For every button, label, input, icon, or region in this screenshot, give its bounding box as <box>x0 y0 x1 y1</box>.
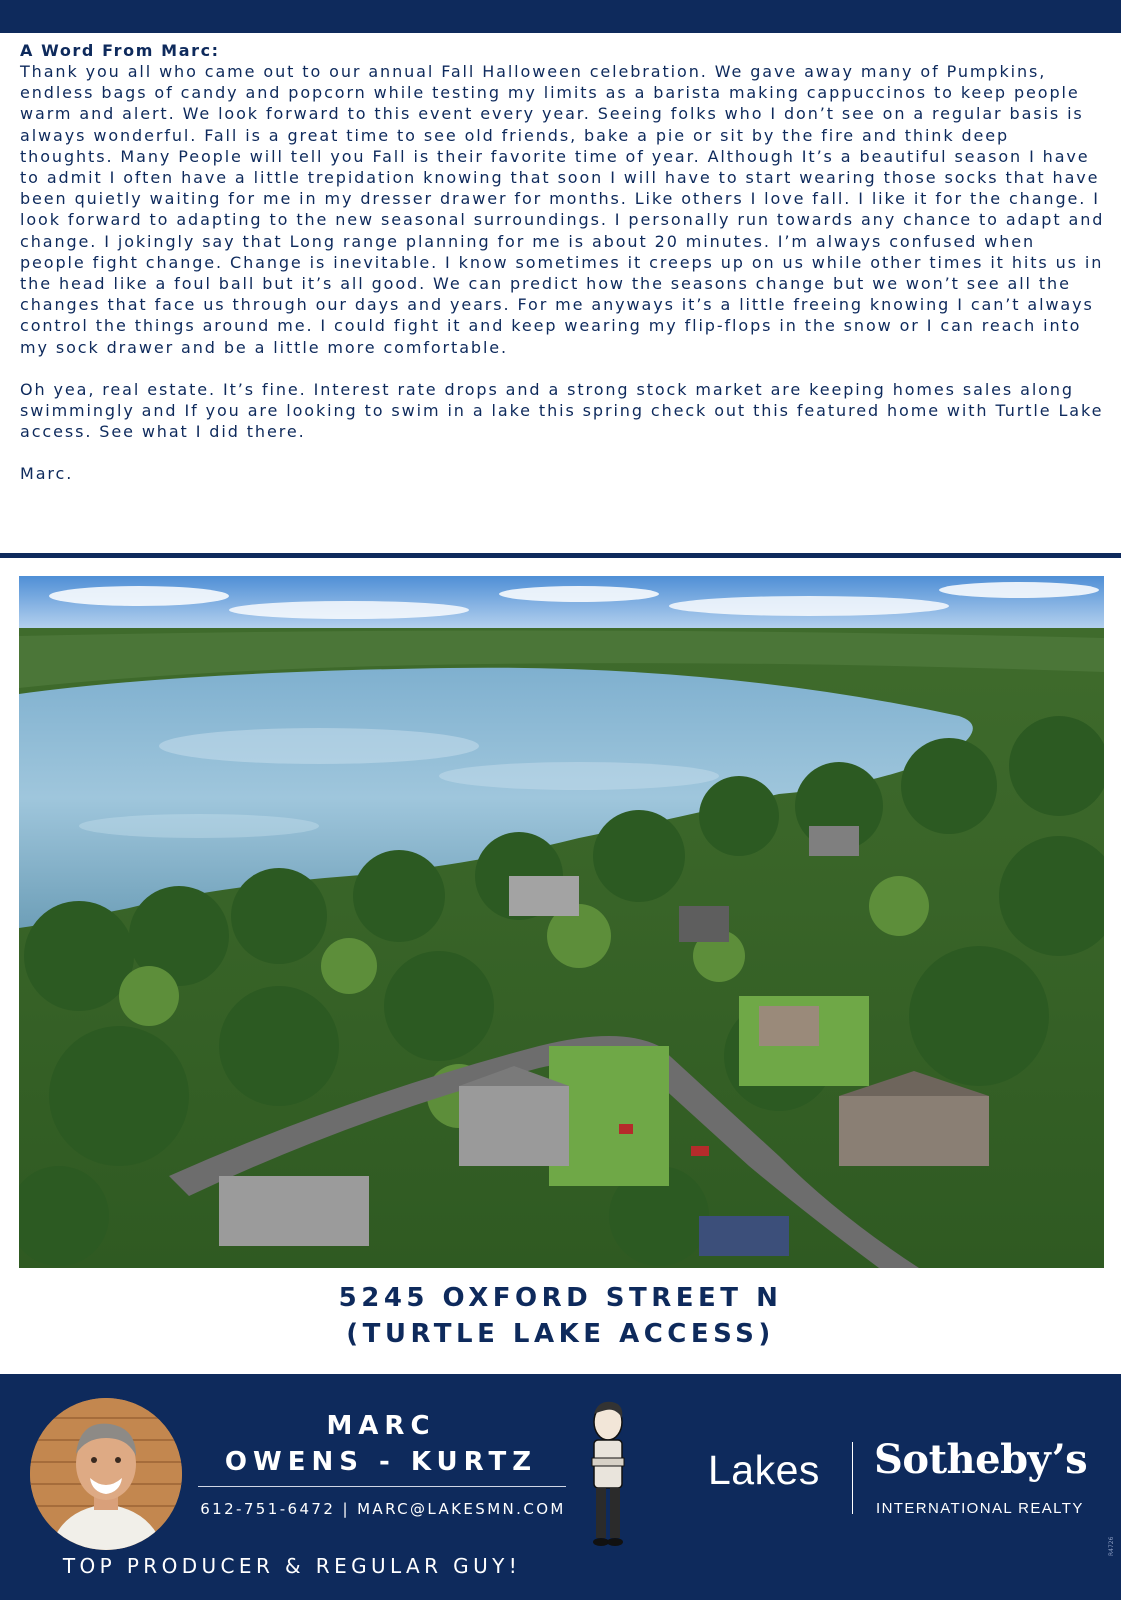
print-code: R4726 <box>1108 1536 1115 1556</box>
agent-footer <box>0 1374 1121 1600</box>
listing-address <box>0 1280 1121 1352</box>
agent-headshot <box>30 1398 182 1550</box>
letter-signature: Marc. <box>20 464 74 484</box>
letter-paragraph-1: Thank you all who came out to our annual Fall Halloween celebration. We gave away many of Pumpkins, endless bags of candy and popcorn while testing my limits as a barista making cappuccinos to keep people warm and alert. We look forward to this event every year. Seeing folks who I don’t see on a regular basis is always wonderful. Fall is a great time to see old friends, bake a pie or sit by the fire and think deep thoughts. Many People will tell you Fall is their favorite time of year. Although It’s a beautiful season I have to admit I often have a little trepidation knowing that soon I will have to start wearing those socks that have been quietly waiting for me in my dresser drawer for months. Like others I love fall. I like it for the change. I look forward to adapting to the new seasonal surroundings. I personally run towards any chance to adapt and change. I jokingly say that Long range planning for me is about 20 minutes. I’m always confused when people fight change. Change is inevitable. I know sometimes it creeps up on us while other times it hits us in the head like a foul ball but it’s all good. We can predict how the seasons change but we won’t see all the changes that face us through our days and years. For me anyways it’s a little freeing knowing I can’t always control the things around me. I could fight it and keep wearing my flip-flops in the snow or I can reach into my sock drawer and be a little more comfortable. <box>20 62 1105 357</box>
section-divider <box>0 553 1121 558</box>
agent-name <box>196 1408 566 1480</box>
aerial-lake-photo <box>19 576 1104 1268</box>
agent-contact[interactable]: 612-751-6472 | MARC@LAKESMN.COM <box>200 1500 566 1518</box>
letter-heading: A Word From Marc: <box>20 41 220 60</box>
letter-section <box>20 40 1105 506</box>
brand-subtitle: INTERNATIONAL REALTY <box>876 1500 1084 1517</box>
brand-sothebys: Sotheby’s <box>874 1436 1088 1483</box>
name-underline <box>198 1486 566 1487</box>
address-line-2: (TURTLE LAKE ACCESS) <box>346 1319 775 1349</box>
agent-tagline: TOP PRODUCER & REGULAR GUY! <box>62 1554 522 1578</box>
brand-separator <box>852 1442 853 1514</box>
top-banner <box>0 0 1121 33</box>
letter-paragraph-2: Oh yea, real estate. It’s fine. Interest rate drops and a strong stock market are keeping homes sales along swimmingly and If you are looking to swim in a lake this spring check out this featured home with Turtle Lake access. See what I did there. <box>20 379 1104 442</box>
agent-caricature <box>582 1400 634 1550</box>
brand-lakes: Lakes <box>708 1447 820 1493</box>
agent-first-name: MARC <box>326 1411 436 1441</box>
address-line-1: 5245 OXFORD STREET N <box>338 1283 783 1313</box>
agent-last-name: OWENS - KURTZ <box>224 1447 538 1477</box>
